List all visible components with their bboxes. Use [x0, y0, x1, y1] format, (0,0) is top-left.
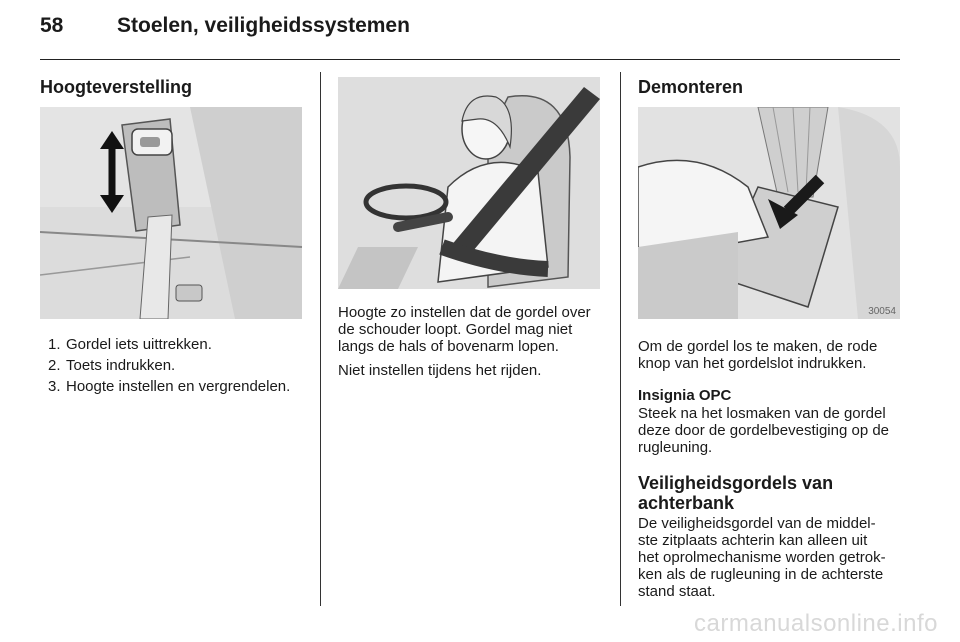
chapter-title: Stoelen, veiligheidssystemen	[117, 14, 410, 37]
list-item: 1. Gordel iets uittrekken.	[48, 336, 212, 353]
section-heading: Demonteren	[638, 77, 744, 97]
warning-paragraph: Niet instellen tijdens het rijden.	[338, 362, 542, 379]
step-list	[48, 334, 318, 397]
release-paragraph: Om de gordel los te maken, de rode knop van het gordelslot indrukken.	[638, 338, 878, 372]
subheading-insignia-opc: Insignia OPC	[638, 387, 732, 404]
column-divider	[320, 72, 321, 606]
watermark: carmanualsonline.info	[694, 610, 938, 637]
instruction-paragraph: Hoogte zo instellen dat de gordel over de schouder loopt. Gordel mag niet langs de hals of bovenarm lopen.	[338, 304, 591, 355]
page-number: 58	[40, 14, 64, 37]
rear-seatbelts-paragraph: De veiligheidsgordel van de middel- ste zitplaats achterin kan alleen uit het oprolmechanisme worden getrok- ken als de rugleuning in de achterste stand staat.	[638, 515, 886, 600]
buckle-release-icon	[638, 107, 900, 319]
list-item: 2. Toets indrukken.	[48, 357, 176, 374]
header-rule	[40, 59, 900, 60]
seatbelt-height-adjuster-icon	[40, 107, 302, 319]
section-heading: Hoogteverstelling	[40, 77, 193, 97]
figure-code: 30054	[868, 306, 896, 317]
driver-wearing-seatbelt-icon	[338, 77, 600, 289]
list-item: 3. Hoogte instellen en vergrendelen.	[48, 378, 291, 395]
rear-seatbelts-heading: Veiligheidsgordels van achterbank	[638, 473, 834, 513]
opc-paragraph: Steek na het losmaken van de gordel deze door de gordelbevestiging op de rugleuning.	[638, 405, 890, 456]
column-divider	[620, 72, 621, 606]
